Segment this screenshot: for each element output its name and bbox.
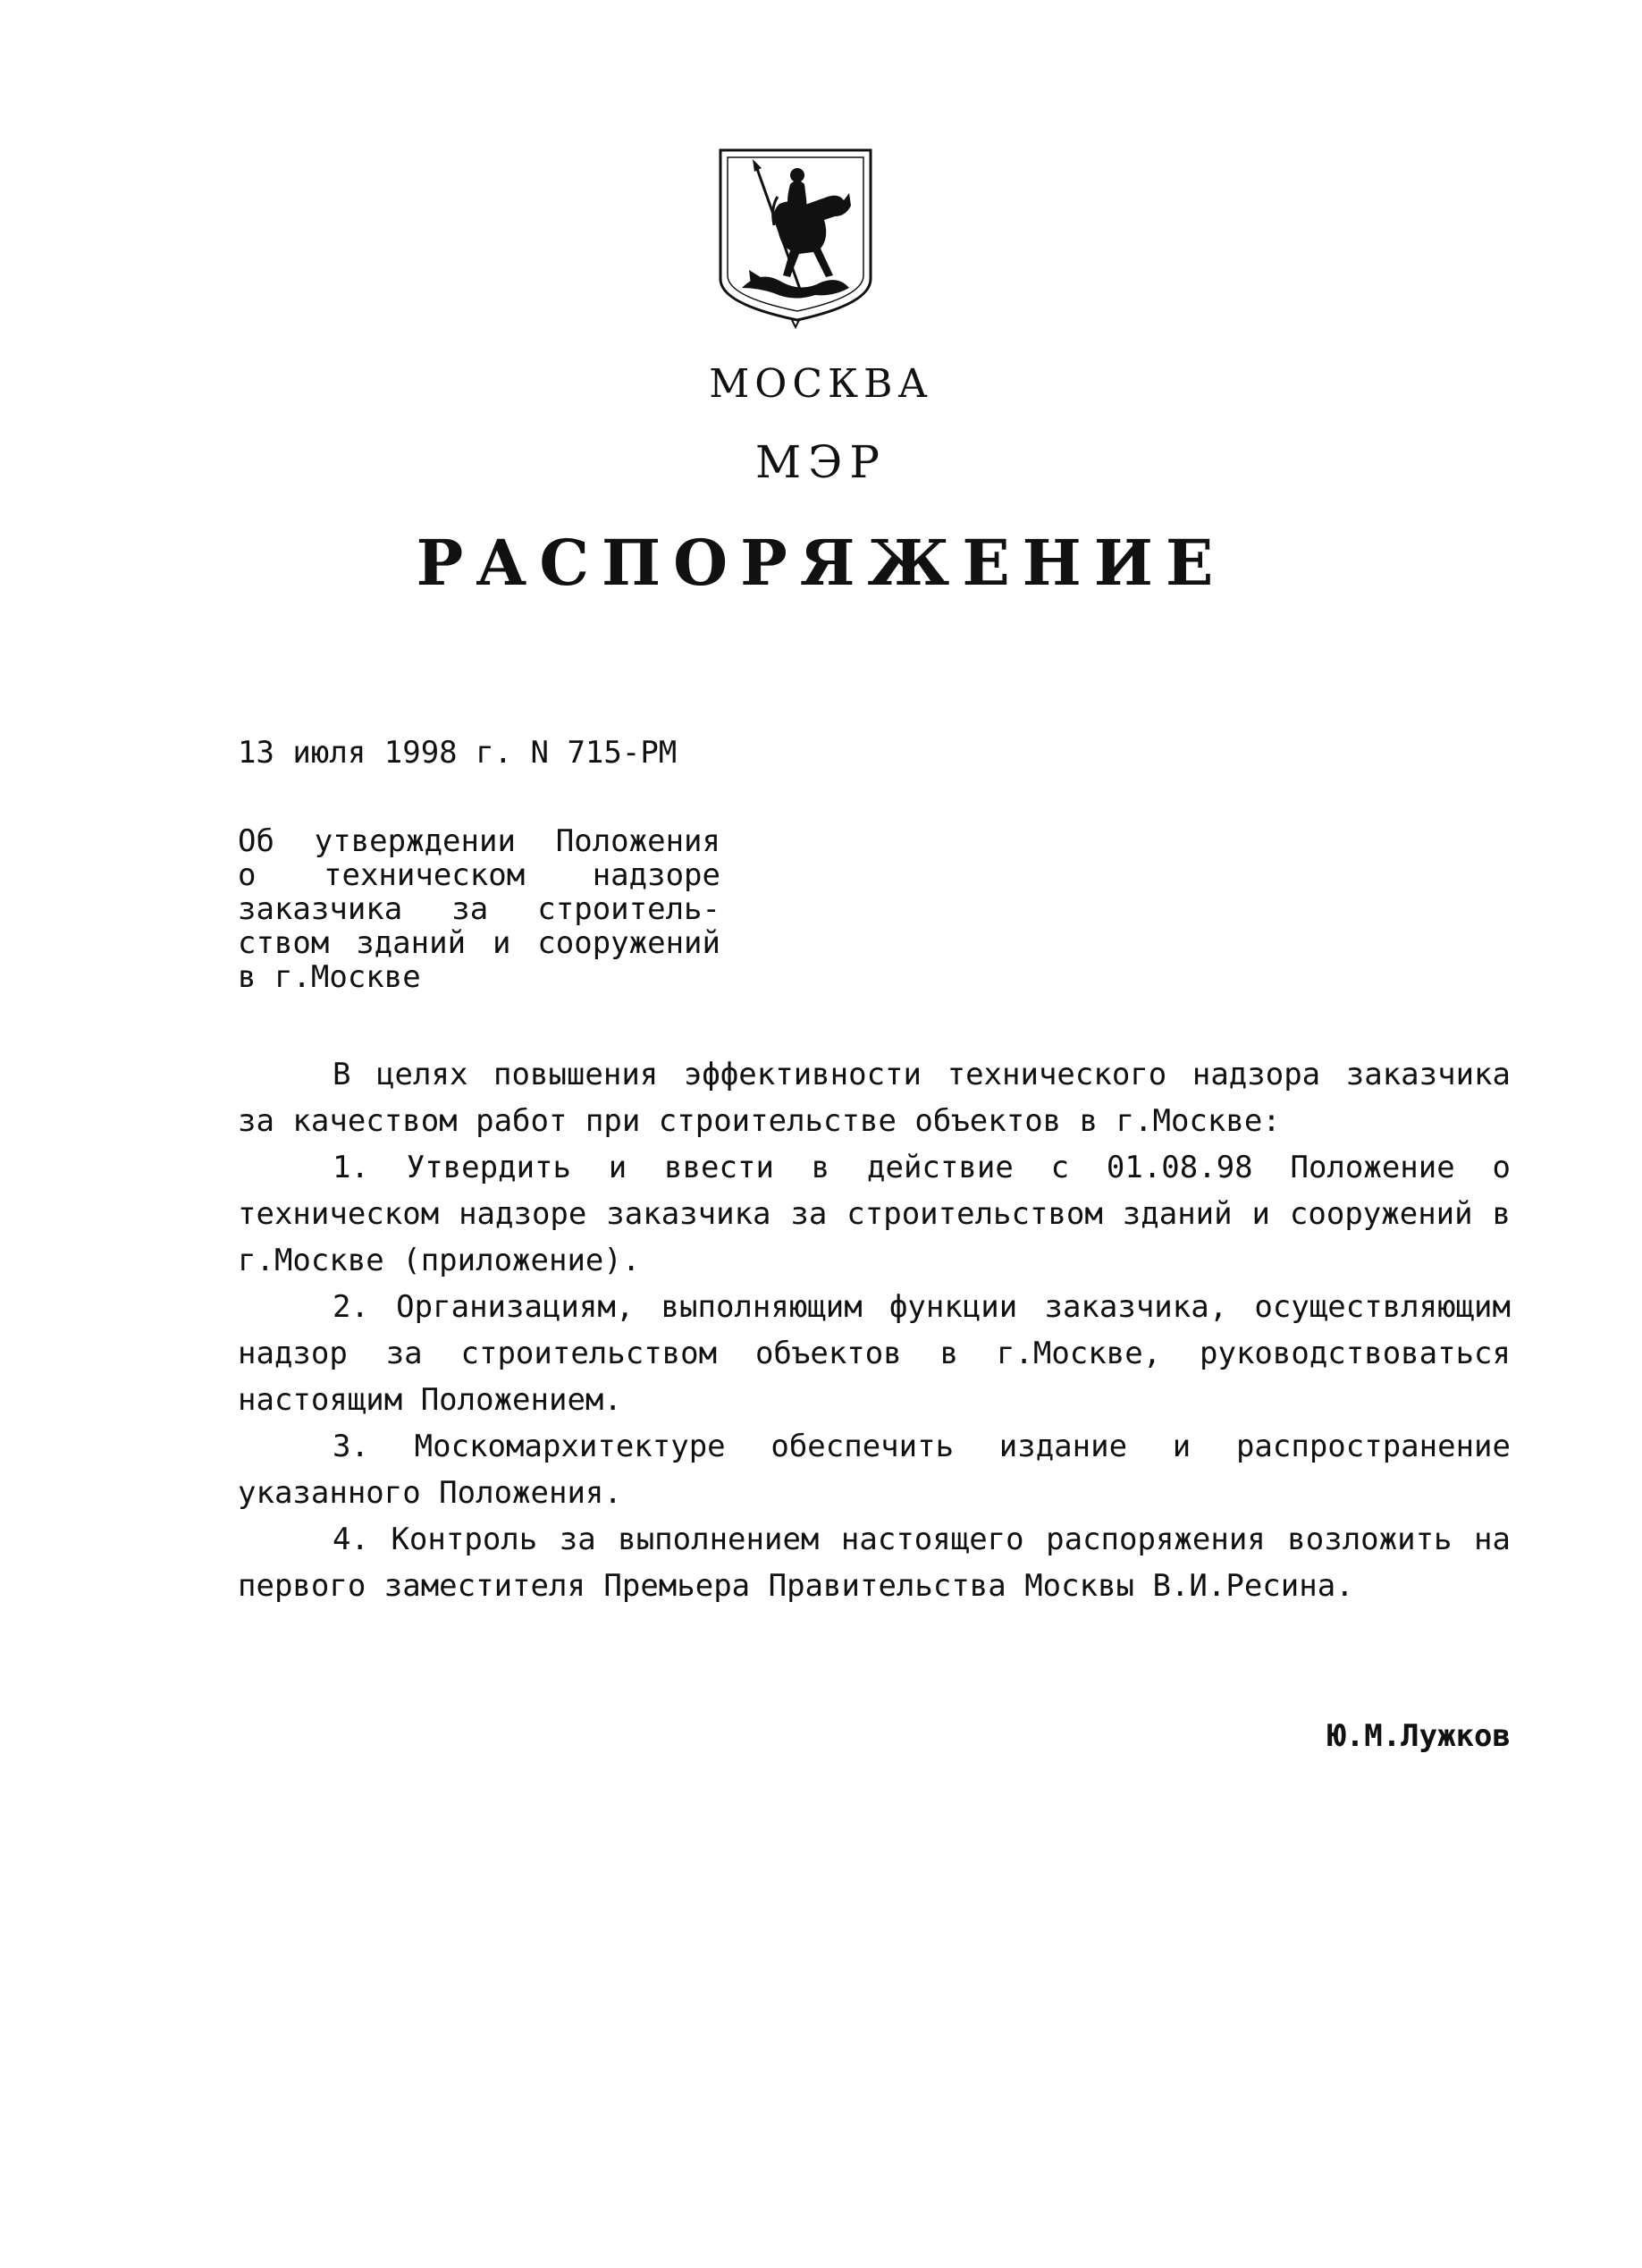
office-heading: МЭР — [754, 436, 888, 488]
order-item-4: 4. Контроль за выполнением настоящего распоряжения возложить на первого заместителя Премьера Правительства Москвы В.И.Ресина. — [238, 1522, 1511, 1604]
moscow-coat-of-arms-icon — [715, 145, 876, 329]
order-item-1: 1. Утвердить и ввести в действие с 01.08.98 Положение о техническом надзоре заказчика за строительством зданий и сооружений в г.Москве (приложение). — [238, 1150, 1511, 1278]
signature: Ю.М.Лужков — [1327, 1718, 1511, 1754]
subject-line: в г.Москве — [238, 959, 421, 995]
subject-line: заказчика за строитель- — [238, 891, 720, 927]
document-type-title: РАСПОРЯЖЕНИЕ — [416, 526, 1226, 600]
document-body — [238, 1051, 1511, 1609]
subject-line: о техническом надзоре — [238, 857, 720, 893]
order-item-3: 3. Москомархитектуре обеспечить издание и распространение указанного Положения. — [238, 1429, 1511, 1511]
subject-line: ством зданий и сооружений — [238, 925, 720, 961]
city-heading: МОСКВА — [709, 361, 933, 407]
preamble-paragraph: В целях повышения эффективности технического надзора заказчика за качеством работ при строительстве объектов в г.Москве: — [238, 1057, 1511, 1139]
subject-line: Об утверждении Положения — [238, 823, 720, 859]
document-date-number: 13 июля 1998 г. N 715-РМ — [238, 735, 678, 771]
document-subject — [238, 824, 720, 994]
order-item-2: 2. Организациям, выполняющим функции заказчика, осуществляющим надзор за строительством объектов в г.Москве, руководствоваться настоящим Положением. — [238, 1289, 1511, 1418]
